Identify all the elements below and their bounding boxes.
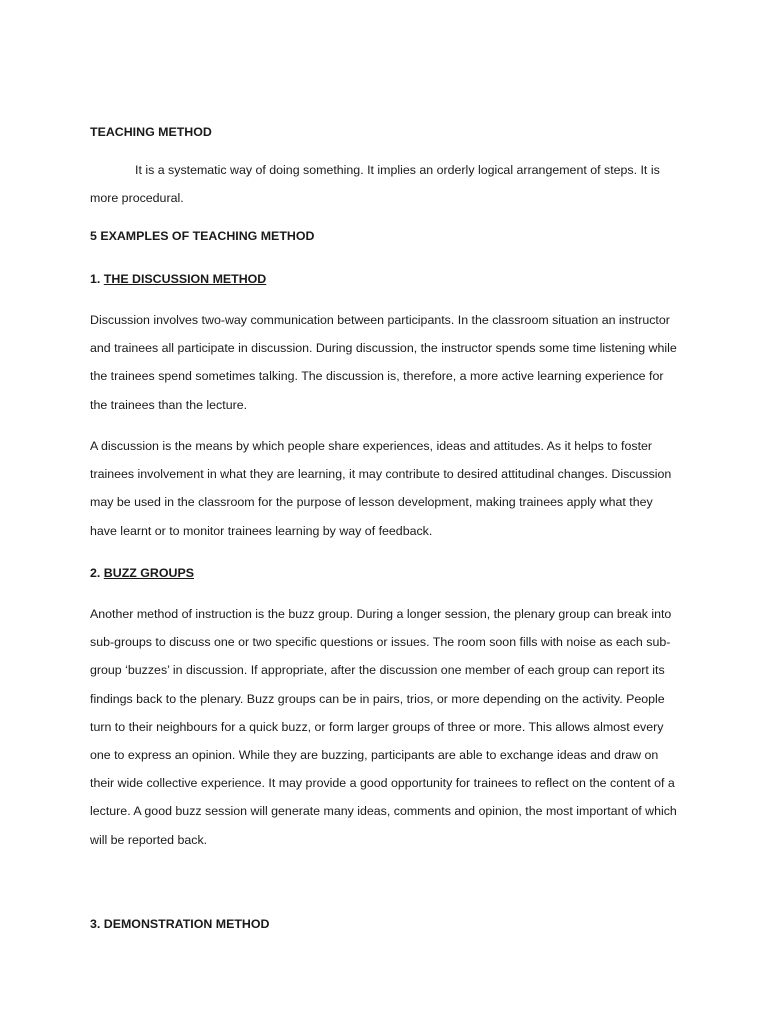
section-3-heading: 3. DEMONSTRATION METHOD	[90, 917, 270, 931]
paragraph-line: the trainees than the lecture.	[90, 397, 248, 412]
paragraph-line: may be used in the classroom for the purpose of lesson development, making trainees apply what they	[90, 495, 653, 510]
intro-line: more procedural.	[90, 191, 184, 206]
paragraph-line: A discussion is the means by which people share experiences, ideas and attitudes. As it helps to foster	[90, 439, 653, 453]
paragraph-line: Another method of instruction is the buzz group. During a longer session, the plenary group can break into	[90, 607, 672, 621]
paragraph-line: their wide collective experience. It may provide a good opportunity for trainees to reflect on the content of a	[90, 776, 675, 791]
paragraph-line: group ‘buzzes’ in discussion. If appropriate, after the discussion one member of each group can report its	[90, 663, 665, 678]
paragraph-line: the trainees spend sometimes talking. The discussion is, therefore, a more active learning experience for	[90, 369, 664, 384]
section-1-title: THE DISCUSSION METHOD	[103, 272, 267, 286]
paragraph-line: Discussion involves two-way communication between participants. In the classroom situation an instructor	[90, 313, 670, 327]
paragraph-line: one to express an opinion. While they are buzzing, participants are able to exchange ideas and draw on	[90, 747, 659, 762]
intro-line: It is a systematic way of doing something. It implies an orderly logical arrangement of steps. It is	[135, 163, 660, 177]
section-2-heading	[90, 565, 194, 581]
section-2-title: BUZZ GROUPS	[103, 566, 194, 580]
section-2-number: 2.	[90, 566, 101, 580]
examples-heading: 5 EXAMPLES OF TEACHING METHOD	[90, 229, 315, 243]
section-1-number: 1.	[90, 272, 101, 286]
paragraph-line: will be reported back.	[90, 832, 208, 847]
section-1-heading	[90, 271, 266, 287]
paragraph-line: sub-groups to discuss one or two specific questions or issues. The room soon fills with noise as each sub-	[90, 635, 671, 650]
paragraph-line: have learnt or to monitor trainees learning by way of feedback.	[90, 523, 433, 538]
paragraph-line: trainees involvement in what they are learning, it may contribute to desired attitudinal changes. Discussion	[90, 467, 672, 482]
paragraph-line: findings back to the plenary. Buzz groups can be in pairs, trios, or more depending on the activity. People	[90, 691, 665, 706]
paragraph-line: turn to their neighbours for a quick buzz, or form larger groups of three or more. This allows almost every	[90, 719, 664, 734]
paragraph-line: lecture. A good buzz session will generate many ideas, comments and opinion, the most important of which	[90, 804, 677, 819]
paragraph-line: and trainees all participate in discussion. During discussion, the instructor spends some time listening while	[90, 341, 677, 356]
intro-paragraph	[90, 156, 690, 212]
section-1-paragraph-2	[90, 432, 690, 545]
section-1-paragraph-1	[90, 306, 690, 419]
section-2-paragraph-1	[90, 600, 690, 854]
document-title: TEACHING METHOD	[90, 125, 212, 139]
